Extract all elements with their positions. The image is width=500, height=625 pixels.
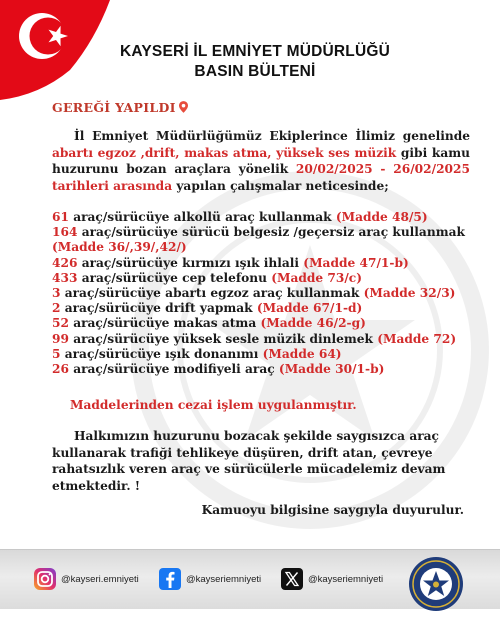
instagram-link[interactable]: [33, 567, 139, 591]
instagram-handle: @kayseri.emniyeti: [61, 573, 139, 585]
police-emblem-icon: [408, 556, 464, 612]
violation-text: araç/sürücüye makas atma: [68, 316, 261, 331]
violation-text: araç/sürücüye abartı egzoz araç kullanmak: [60, 286, 364, 301]
intro-paragraph: [52, 128, 470, 194]
violation-article: (Madde 36/,39/,42/): [52, 240, 187, 255]
intro-text-2: gibi kamu huzurunu bozan araçlara yönelik: [52, 145, 470, 176]
location-pin-icon: [179, 101, 188, 113]
violation-text: araç/sürücüye kırmızı ışık ihlali: [77, 255, 304, 270]
x-icon: [280, 567, 304, 591]
page-title: [90, 42, 420, 82]
violation-article: (Madde 72): [377, 331, 457, 346]
violation-count: 99: [52, 331, 69, 346]
intro-highlight-offenses: abartı egzoz ,drift, makas atma, yüksek ses müzik: [52, 145, 397, 160]
x-link[interactable]: [280, 567, 383, 591]
violation-count: 26: [52, 362, 69, 377]
footer-bar: [0, 549, 500, 609]
violation-count: 52: [52, 316, 69, 331]
violation-text: araç/sürücüye sürücü belgesiz /geçersiz araç kullanmak: [77, 225, 465, 240]
violation-text: araç/sürücüye ışık donanımı: [60, 346, 263, 361]
intro-text-3: yapılan çalışmalar neticesinde;: [172, 178, 389, 193]
title-line-1: KAYSERİ İL EMNİYET MÜDÜRLÜĞÜ: [120, 43, 390, 60]
violation-count: 433: [52, 270, 78, 285]
violation-article: (Madde 30/1-b): [278, 362, 385, 377]
violation-text: araç/sürücüye alkollü araç kullanmak: [68, 210, 336, 224]
x-handle: @kayseriemniyeti: [308, 573, 384, 585]
facebook-handle: @kayseriemniyeti: [186, 573, 262, 585]
violation-count: 61: [52, 210, 69, 224]
list-item: [52, 210, 472, 225]
status-heading: [52, 100, 188, 115]
violation-article: (Madde 47/1-b): [303, 255, 409, 270]
instagram-icon: [33, 567, 57, 591]
list-item: [52, 362, 472, 377]
closing-paragraph: Halkımızın huzurunu bozacak şekilde saygısızca araç kullanarak trafiği tehlikeye düşüren, drift atan, çevreye rahatsızlık veren araç ve sürücülerle mücadelemiz devam etmektedir. !: [52, 429, 446, 493]
facebook-link[interactable]: [158, 567, 261, 591]
violation-article: (Madde 64): [262, 346, 342, 361]
violation-text: araç/sürücüye modifiyeli araç: [68, 362, 279, 377]
list-item: [52, 225, 472, 255]
intro-text-1: İl Emniyet Müdürlüğümüz Ekiplerince İlimiz genelinde: [74, 129, 470, 143]
list-item: [52, 256, 472, 271]
penalty-note: Maddelerinden cezai işlem uygulanmıştır.: [70, 398, 357, 412]
violation-count: 3: [52, 286, 61, 301]
list-item: [52, 332, 472, 347]
violation-article: (Madde 73/c): [271, 270, 362, 285]
violation-article: (Madde 46/2-g): [260, 316, 366, 331]
violation-count: 164: [52, 225, 78, 240]
violation-text: araç/sürücüye cep telefonu: [77, 270, 272, 285]
status-text: GEREĞİ YAPILDI: [52, 100, 176, 115]
violation-text: araç/sürücüye yüksek sesle müzik dinlemek: [68, 331, 378, 346]
violation-count: 426: [52, 255, 78, 270]
violation-article: (Madde 67/1-d): [256, 301, 363, 316]
list-item: [52, 316, 472, 331]
facebook-icon: [158, 567, 182, 591]
list-item: [52, 347, 472, 362]
title-line-2: BASIN BÜLTENİ: [194, 63, 316, 80]
violation-count: 5: [52, 346, 61, 361]
list-item: [52, 271, 472, 286]
violation-list: [52, 210, 472, 377]
violation-article: (Madde 32/3): [363, 286, 456, 301]
signoff: Kamuoyu bilgisine saygıyla duyurulur.: [201, 503, 464, 517]
violation-text: araç/sürücüye drift yapmak: [60, 301, 257, 316]
intro-highlight-dates: 20/02/2025 - 26/02/2025 tarihleri arasında: [52, 162, 470, 193]
list-item: [52, 286, 472, 301]
list-item: [52, 301, 472, 316]
violation-article: (Madde 48/5): [335, 210, 428, 224]
violation-count: 2: [52, 301, 61, 316]
